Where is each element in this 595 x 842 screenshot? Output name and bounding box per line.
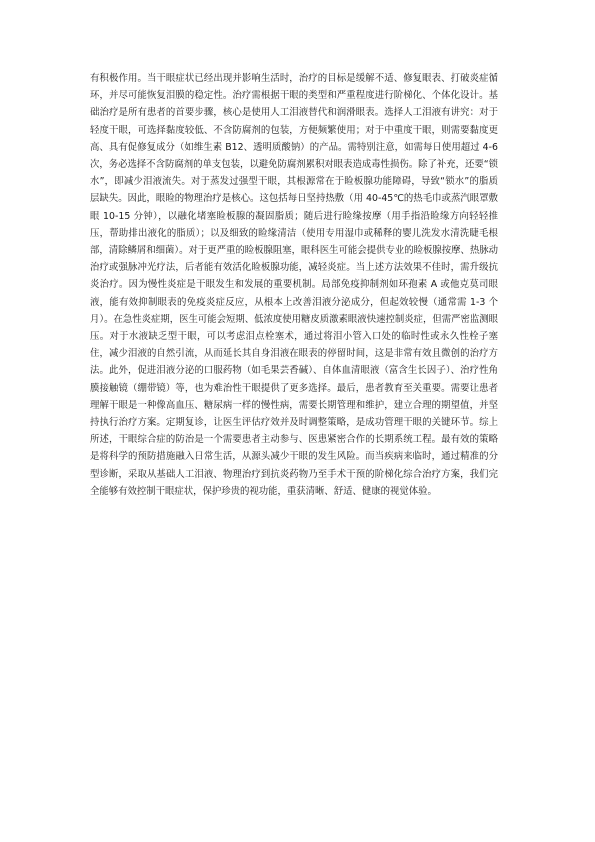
body-paragraph: 有积极作用。当干眼症状已经出现并影响生活时，治疗的目标是缓解不适、修复眼表、打破炎症循环，并尽可能恢复泪膜的稳定性。治疗需根据干眼的类型和严重程度进行阶梯化、个体化设计。基础治疗是所有患者的首要步骤，核心是使用人工泪液替代和润滑眼表。选择人工泪液有讲究：对于轻度干眼，可选择黏度较低、不含防腐剂的包装，方便频繁使用；对于中重度干眼，则需要黏度更高、具有促修复成分（如维生素 B12、透明质酸钠）的产品。需特别注意，如需每日使用超过 4-6 次，务必选择不含防腐剂的单支包装，以避免防腐剂累积对眼表造成毒性损伤。除了补充，还要“锁水”，即减少泪液流失。对于蒸发过强型干眼，其根源常在于睑板腺功能障碍，导致“锁水”的脂质层缺失。因此，眼睑的物理治疗是核心。这包括每日坚持热敷（用 40-45℃的热毛巾或蒸汽眼罩敷眼 10-15 分钟），以融化堵塞睑板腺的凝固脂质；随后进行睑缘按摩（用手指沿睑缘方向轻轻推压，帮助排出液化的脂质）；以及细致的睑缘清洁（使用专用湿巾或稀释的婴儿洗发水清洗睫毛根部，清除鳞屑和细菌）。对于更严重的睑板腺阻塞，眼科医生可能会提供专业的睑板腺按摩、热脉动治疗或强脉冲光疗法，后者能有效活化睑板腺功能，减轻炎症。当上述方法效果不佳时，需升级抗炎治疗。因为慢性炎症是干眼发生和发展的重要机制。局部免疫抑制剂如环孢素 A 或他克莫司眼液，能有效抑制眼表的免疫炎症反应，从根本上改善泪液分泌成分，但起效较慢（通常需 1-3 个月）。在急性炎症期，医生可能会短期、低浓度使用糖皮质激素眼液快速控制炎症，但需严密监测眼压。对于水液缺乏型干眼，可以考虑泪点栓塞术，通过将泪小管入口处的临时性或永久性栓子塞住，减少泪液的自然引流，从而延长其自身泪液在眼表的停留时间，这是非常有效且微创的治疗方法。此外，促进泪液分泌的口服药物（如毛果芸香碱）、自体血清眼液（富含生长因子）、治疗性角膜接触镜（绷带镜）等，也为难治性干眼提供了更多选择。最后，患者教育至关重要。需要让患者理解干眼是一种像高血压、糖尿病一样的慢性病，需要长期管理和维护，建立合理的期望值，并坚持执行治疗方案。定期复诊，让医生评估疗效并及时调整策略，是成功管理干眼的关键环节。综上所述，干眼综合症的防治是一个需要患者主动参与、医患紧密合作的长期系统工程。最有效的策略是将科学的预防措施融入日常生活，从源头减少干眼的发生风险。而当疾病来临时，通过精准的分型诊断，采取从基础人工泪液、物理治疗到抗炎药物乃至手术干预的阶梯化综合治疗方案，我们完全能够有效控制干眼症状，保护珍贵的视功能，重获清晰、舒适、健康的视觉体验。	[90, 73, 498, 497]
